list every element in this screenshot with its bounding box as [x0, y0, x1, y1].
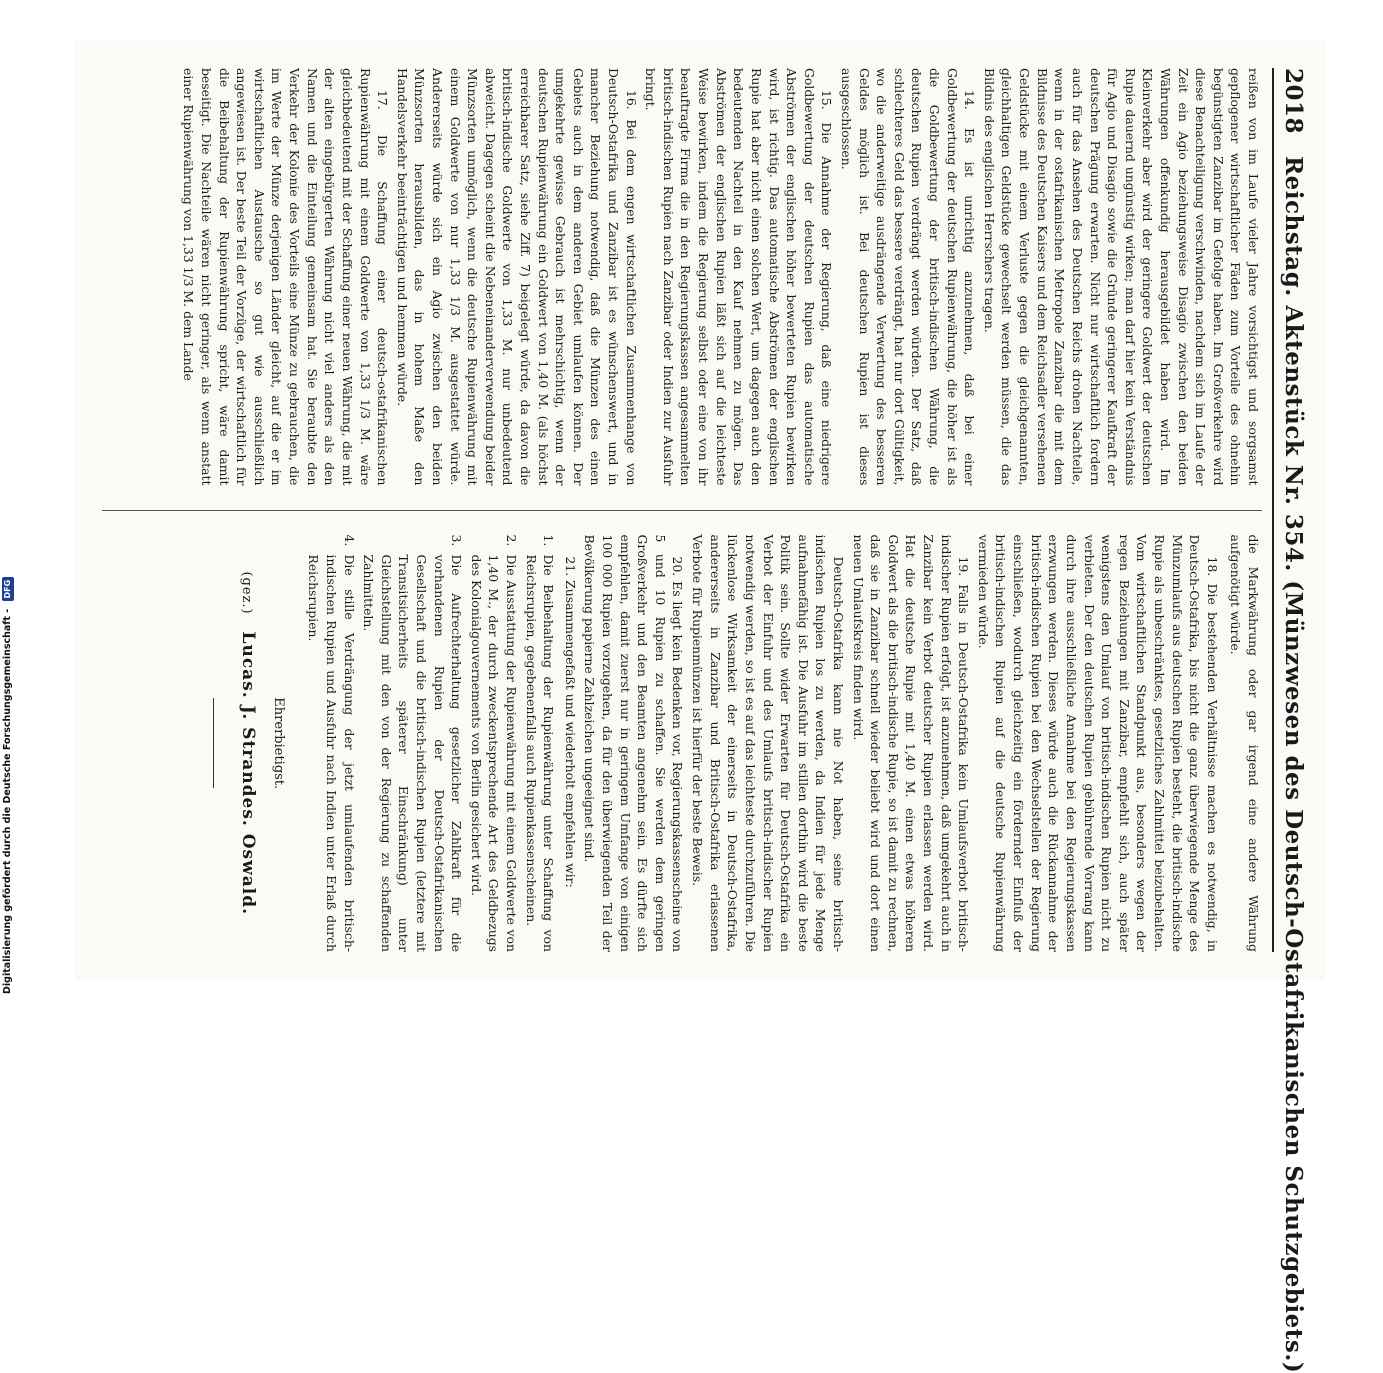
- paragraph: 17. Die Schaffung einer deutsch-ostafrikanischen Rupienwährung mit einem Goldwerte von 1,33 1/3 M. wäre gleichbedeutend mit der Schaffung einer neuen Währung, die mit der alten eingebürgerten Währung nicht viel anders als den Namen und die Einteilung gemeinsam hat. Sie beraubte den Verkehr der Kolonie des Vorteils eine Münze zu gebrauchen, die im Werte der Münze derjenigen Länder gleicht, auf die er im wirtschaftlichen Austausche so gut wie ausschließlich angewiesen ist. Der beste Teil der Vorzüge, der wirtschaftlich für die Beibehaltung der Rupienwährung spricht, wäre damit beseitigt. Die Nachteile wären nicht geringer, als wenn anstatt einer Rupienwährung von 1,33 1/3 M. dem Lande: [181, 68, 391, 486]
- digitization-credit: [0, 0, 16, 1000]
- page-number: 2018: [1280, 68, 1307, 135]
- paragraph: 14. Es ist unrichtig anzunehmen, daß bei einer Goldbewertung der deutschen Rupienwährung, die höher ist als die Goldbewertung der britisch-indischen Währung, die deutschen Rupien verdrängt werden würden. Der Satz, daß schlechteres Geld das bessere verdrängt, hat nur dort Gültigkeit, wo die anderweitige ausdrängende Verwertung des besseren Geldes möglich ist. Bei deutschen Rupien ist dieses ausgeschlossen.: [838, 68, 978, 486]
- list-text: Die Aufrechterhaltung gesetzlicher Zahlkraft für die vorhandenen Rupien der Deutsch-Ostafrikanischen Gesellschaft und die britisch-indischen Rupien (letztere mit Transitsicherheits späterer Einschränkung) unter Gleichstellung mit den von der Regierung zu schaffenden Zahlmitteln.: [361, 554, 465, 952]
- paragraph: 15. Die Annahme der Regierung, daß eine niedrigere Goldbewertung der deutschen Rupien das automatische Abströmen der englischen höher bewerteten Rupien bewirken wird, ist richtig. Das automatische Abströmen der englischen Rupie hat aber nicht einen solchen Wert, um dagegen auch den bedeutenden Nachteil in den Kauf nehmen zu mögen. Das Abströmen der englischen Rupien läßt sich auf die leichteste Weise bewirken, indem die Regierung selbst oder eine von ihr beauftragte Firma die in den Regierungskassen angesammelten britisch-indischen Rupien nach Zanzibar oder Indien zur Ausfuhr bringt.: [643, 68, 835, 486]
- list-text: Die Ausstattung der Rupienwährung mit einem Goldwerte von 1,40 M., der durch zweckentsprechende Art des Geldbezugs des Kolonialgouvernements von Berlin gesichert wird.: [468, 554, 520, 952]
- paragraph: 18. Die bestehenden Verhältnisse machen es notwendig, in Deutsch-Ostafrika, bis nicht die ganz überwiegende Menge des Münzumlaufs aus deutschen Rupien besteht, die britisch-indische Rupie als unbeschränktes, gesetzliches Zahlmittel beizubehalten. Vom wirtschaftlichen Standpunkt aus, besonders wegen der regen Beziehungen mit Zanzibar, empfiehlt sich, auch später wenigstens den Umlauf von britisch-indischen Rupien nicht zu verbieten. Der den deutschen Rupien gebührende Vorrang kann durch ihre ausschließliche Annahme bei den Regierungskassen erzwungen werden. Dieses würde auch die Rückannahme der britisch-indischen Rupien bei den Wechselstellen der Regierung einschließen, wodurch gleichzeitig ein fördernder Einfluß der britisch-indischen Rupien auf die deutsche Rupienwährung vermieden würde.: [975, 534, 1220, 952]
- list-text: Die stille Verdrängung der jetzt umlaufenden britisch-indischen Rupien und Ausfuhr nach Indien unter Erlaß durch Reichsrupien.: [306, 554, 357, 952]
- left-column: [102, 68, 1262, 486]
- signature-names: Lucas. J. Strandes. Oswald.: [238, 631, 259, 916]
- document-page: [75, 40, 1325, 1373]
- signature-block: [236, 535, 260, 953]
- text-columns: [102, 68, 1262, 952]
- recommendation-list: [305, 535, 558, 953]
- list-item: [467, 535, 520, 953]
- right-paragraphs: [561, 535, 1221, 953]
- paragraph: Deutsch-Ostafrika kann nie Not haben, seine britisch-indischen Rupien los zu werden, da Indien für jede Menge aufnahmefähig ist. Die Ausfuhr im stillen dorthin wird die beste Politik sein. Sollte wider Erwarten für Deutsch-Ostafrika ein Verbot der Einfuhr und des Umlaufs britisch-indischer Rupien notwendig werden, so ist es auf das leichteste durchzuführen. Die lückenlose Wirksamkeit der einerseits in Deutsch-Ostafrika, andererseits in Zanzibar und Britisch-Ostafrika erlassenen Verbote für Rupienmünzen ist hierfür der beste Beweis.: [690, 534, 846, 952]
- list-number: 1.: [541, 534, 557, 547]
- running-title: Reichstag. Aktenstück Nr. 354. (Münzwesen des Deutsch-Ostafrikanischen Schutzgebiets.): [1280, 156, 1307, 1373]
- paragraph: reißen von im Laufe vieler Jahre vorsichtigst und sorgsamst gepflogener wirtschaftlicher Fäden zum Vorteile des ohnehin begünstigten Zanzibar im Gefolge haben. Im Großverkehre wird diese Benachteiligung verschwinden, nachdem sich im Laufe der Zeit ein Agio beziehungsweise Disagio zwischen den beiden Währungen offenkundig herausgebildet haben wird. Im Kleinverkehr aber wird der geringere Goldwert der deutschen Rupie dauernd ungünstig wirken; man darf hier kein Verständnis für Agio und Disagio sowie die Gründe geringerer Kaufkraft der deutschen Prägung erwarten. Nicht nur wirtschaftlich fordern auch für das Ansehen des Deutschen Reichs drohen Nachteile, wenn in der ostafrikanischen Metropole Zanzibar die mit dem Bildnisse des Deutschen Kaisers und dem Reichsadler versehenen Geldstücke mit einem Verluste gegen die gleichgenannten, gleichhaltigen Geldstücke gewechselt werden müssen, die das Bildnis des englischen Herrschers tragen.: [981, 68, 1261, 486]
- closing-phrase: Ehrerbietigst.: [270, 697, 286, 790]
- list-item: [305, 535, 358, 953]
- dfg-logo: DFG: [2, 577, 14, 602]
- paragraph: 16. Bei dem engen wirtschaftlichen Zusammenhange von Deutsch-Ostafrika und Zanzibar ist es wünschenswert, und in mancher Beziehung notwendig, daß die Münzen des einen Gebiets auch in dem anderen Gebiet umlaufen können. Der umgekehrte gewisse Gebrauch ist mehrschichtig, wenn der deutschen Rupienwährung ein Goldwert von 1,40 M. (als höchst erreichbarer Satz, siehe Ziff. 7) beigelegt würde, da davon die britisch-indische Goldwerte von 1,33 M. nur unbedeutend abweicht. Dagegen scheint die Nebeneinanderverwendung beider Münzsorten unmöglich, wenn die deutsche Rupienwährung mit einem Goldwerte von nur 1,33 1/3 M. ausgestattet würde. Andererseits würde sich ein Agio zwischen den beiden Münzsorten herausbilden, das in hohem Maße den Handelsverkehr beeinträchtigen und hemmen würde.: [394, 68, 639, 486]
- list-item: [522, 535, 557, 953]
- right-column: [102, 510, 1262, 953]
- list-number: 3.: [449, 534, 465, 547]
- credit-text: Digitalisierung gefördert durch die Deutsche Forschungsgemeinschaft -: [2, 608, 13, 994]
- list-number: 2.: [504, 534, 520, 547]
- paragraph: 21. Zusammengefaßt und wiederholt empfehlen wir:: [562, 556, 578, 888]
- paragraph: 20. Es liegt kein Bedenken vor, Regierungskassenscheine von 5 und 10 Rupien zu schaffen. Sie werden dem geringen Großverkehr und den Beamten angenehm sein. Es dürfte sich empfehlen, damit zuerst nur in geringem Umfange von einigen 100 000 Rupien vorzugehen, da für den überwiegenden Teil der Bevölkerung papierne Zahlzeichen ungeeignet sind.: [582, 534, 686, 952]
- list-item: [360, 535, 466, 953]
- page-header: [1272, 68, 1307, 1373]
- paragraph: 19. Falls in Deutsch-Ostafrika kein Umlaufsverbot britisch-indischer Rupien erfolgt, ist anzunehmen, daß umgekehrt auch in Zanzibar kein Verbot deutscher Rupien erlassen werden wird. Hat die deutsche Rupie mit 1,40 M. einen etwas höheren Goldwert als die britisch-indische Rupie, so ist damit zu rechnen, daß sie in Zanzibar schnell wieder beliebt wird und dort einen neuen Umlaufskreis finden wird.: [850, 534, 972, 952]
- closing-rule: [213, 698, 214, 788]
- signature-prefix: (gez.): [239, 571, 255, 615]
- continued-paragraph: die Markwährung oder gar irgend eine andere Währung aufgenötigt würde.: [1228, 534, 1261, 952]
- list-number: 4.: [341, 534, 357, 547]
- list-text: Die Beibehaltung der Rupienwährung unter Schaffung von Reichsrupien, gegebenenfalls auch Rupienkassenscheinen.: [523, 554, 557, 952]
